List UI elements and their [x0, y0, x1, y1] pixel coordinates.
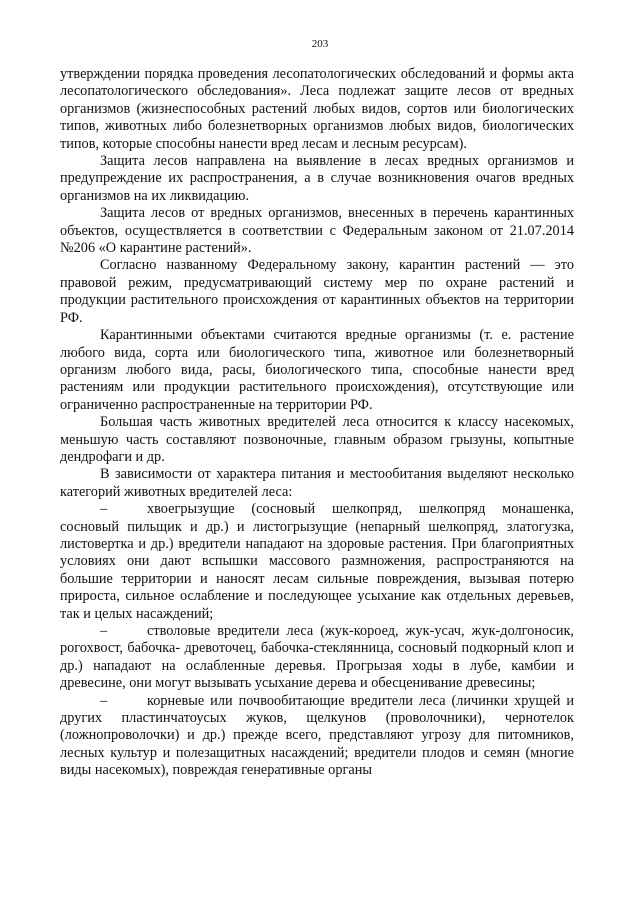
bullet-dash: – — [100, 623, 108, 639]
bullet-item-text: хвоегрызущие (сосновый шелкопряд, шелкопряд монашенка, сосновый пильщик и др.) и листогрызущие (непарный шелкопряд, златогузка, листовертка и др.) вредители нападают на здоровые растения. При благоприятных условиях они дают вспышки массового размножения, распространяются на большие территории и наносят лесам сильные повреждения, вызывая потерю прироста, сильное ослабление и последующее усыхание как отдельных деревьев, так и целых насаждений; — [60, 501, 574, 622]
paragraph-5: Карантинными объектами считаются вредные организмы (т. е. растение любого вида, сорта или биологического типа, животное или болезнетворный организм любого вида, расы, биологического типа, способные нанести вред растениям или продукции растительного происхождения), отсутствующие или ограниченно распространенные на территории РФ. — [60, 327, 574, 413]
bullet-dash: – — [100, 692, 108, 709]
paragraph-4: Согласно названному Федеральному закону, карантин растений — это правовой режим, предусматривающий систему мер по охране растений и продукции растительного происхождения от карантинных объектов на территории РФ. — [60, 257, 574, 326]
bullet-item-3 — [60, 693, 574, 780]
body-text — [60, 66, 574, 780]
paragraph-6: Большая часть животных вредителей леса относится к классу насекомых, меньшую часть составляют позвоночные, главным образом грызуны, копытные дендрофаги и др. — [60, 414, 574, 465]
bullet-item-2 — [60, 623, 574, 693]
paragraph-1: утверждении порядка проведения лесопатологических обследований и формы акта лесопатологического обследования». Леса подлежат защите лесов от вредных организмов (жизнеспособных растений любых видов, сортов или биологических типов, животных либо болезнетворных организмов любых видов, биологических типов, которые способны нанести вред лесам и лесным ресурсам). — [60, 66, 574, 152]
bullet-dash: – — [100, 501, 108, 518]
paragraph-3: Защита лесов от вредных организмов, внесенных в перечень карантинных объектов, осуществляется в соответствии с Федеральным законом от 21.07.2014 №206 «О карантине растений». — [60, 205, 574, 257]
bullet-item-1 — [60, 501, 574, 623]
bullet-item-text: стволовые вредители леса (жук-короед, жук-усач, жук-долгоносик, рогохвост, бабочка- древоточец, бабочка-стеклянница, сосновый подкорный клоп и др.) нападают на ослабленные деревья. Прогрызая ходы в лубе, камбии и древесине, они могут вызывать усыхание дерева и обесценивание древесины; — [60, 623, 574, 692]
paragraph-7: В зависимости от характера питания и местообитания выделяют несколько категорий животных вредителей леса: — [60, 466, 574, 500]
bullet-item-text: корневые или почвообитающие вредители леса (личинки хрущей и других пластинчатоусых жуков, щелкунов (проволочники), чернотелок (ложнопроволочки) и др.) прежде всего, представляют угрозу для питомников, лесных культур и полезащитных насаждений; вредители плодов и семян (многие виды насекомых), повреждая генеративные органы — [60, 692, 574, 779]
paragraph-2: Защита лесов направлена на выявление в лесах вредных организмов и предупреждение их распространения, а в случае возникновения очагов вредных организмов на их ликвидацию. — [60, 153, 574, 204]
page-number: 203 — [311, 38, 329, 50]
